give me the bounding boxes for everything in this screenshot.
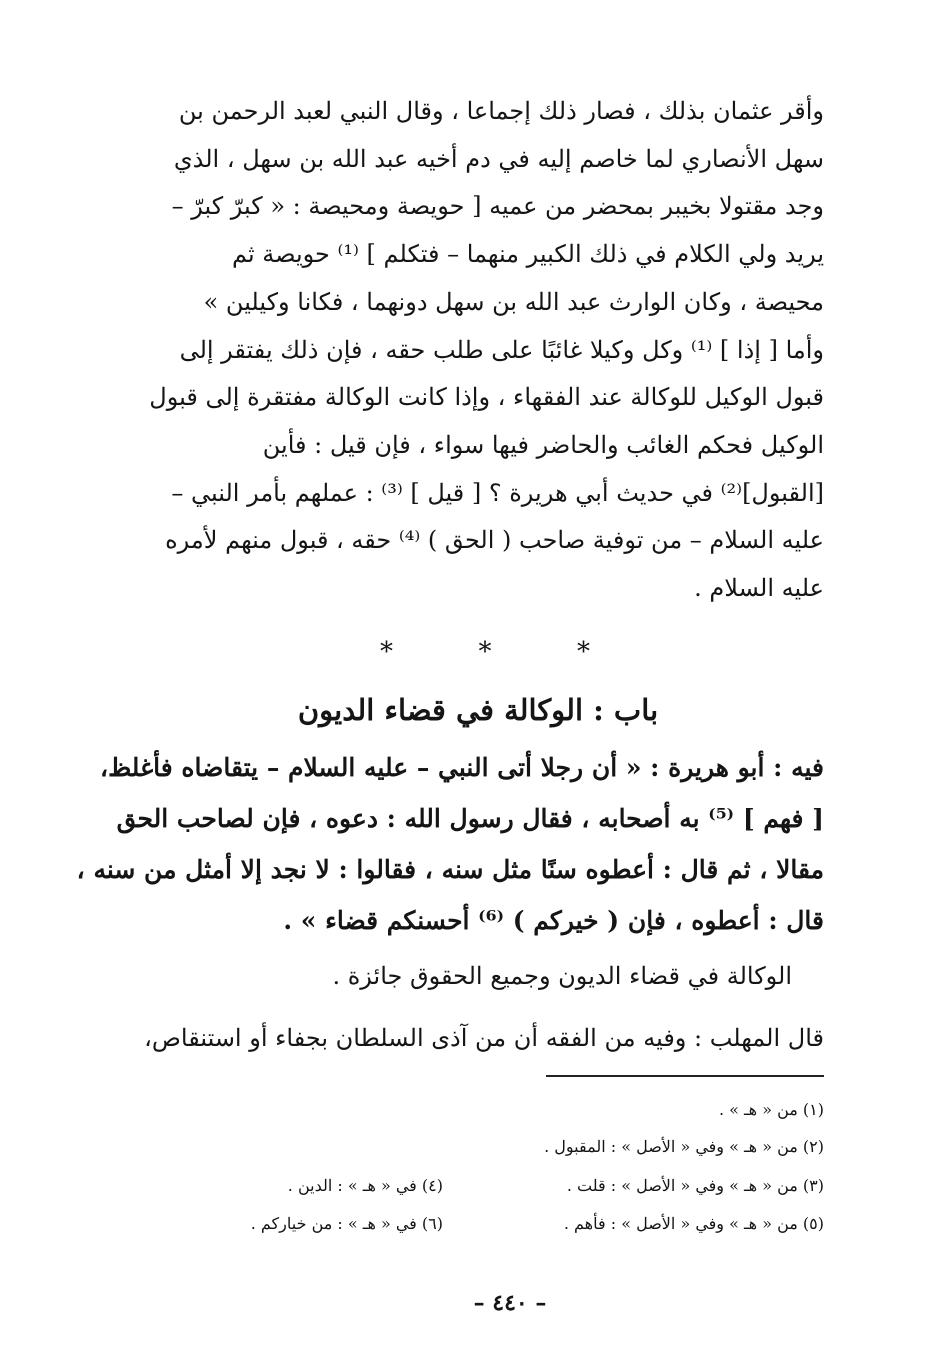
asterisk-icon: * bbox=[380, 637, 393, 667]
text-line: قبول الوكيل للوكالة عند الفقهاء ، وإذا كانت الوكالة مفتقرة إلى قبول bbox=[149, 383, 824, 412]
body-paragraph-1 bbox=[132, 88, 824, 613]
footnote-3: (٣) من « هـ » وفي « الأصل » : قلت . bbox=[566, 1176, 824, 1195]
text-line: عليه السلام . bbox=[694, 574, 824, 603]
footnote-1: (١) من « هـ » . bbox=[718, 1100, 824, 1119]
text-line: الوكيل فحكم الغائب والحاضر فيها سواء ، فإن قيل : فأين bbox=[262, 430, 824, 459]
footnote-5: (٥) من « هـ » وفي « الأصل » : فأهم . bbox=[563, 1214, 824, 1233]
text-line: قال المهلب : وفيه من الفقه أن من آذى السلطان بجفاء أو استنقاص، bbox=[144, 1024, 824, 1052]
body-paragraph-3 bbox=[140, 952, 792, 1000]
text-line: وجد مقتولا بخيبر بمحضر من عميه [ حويصة ومحيصة : « كبرّ كبرّ – bbox=[171, 192, 824, 221]
footnote-divider bbox=[546, 1075, 824, 1077]
text-line: مقالا ، ثم قال : أعطوه سنًا مثل سنه ، فقالوا : لا نجد إلا أمثل من سنه ، bbox=[76, 855, 824, 884]
text-line: يريد ولي الكلام في ذلك الكبير منهما – فتكلم ] ⁽¹⁾ حويصة ثم bbox=[232, 240, 824, 269]
asterisk-icon: * bbox=[577, 637, 590, 667]
footnote-2: (٢) من « هـ » وفي « الأصل » : المقبول . bbox=[544, 1137, 824, 1156]
page-number: – ٤٤٠ – bbox=[473, 1290, 547, 1316]
body-paragraph-4 bbox=[130, 1014, 824, 1062]
text-line: فيه : أبو هريرة : « أن رجلا أتى النبي – عليه السلام – يتقاضاه فأغلظ، bbox=[100, 753, 824, 782]
text-line: وأقر عثمان بذلك ، فصار ذلك إجماعا ، وقال النبي لعبد الرحمن بن bbox=[178, 97, 824, 125]
text-line: محيصة ، وكان الوارث عبد الله بن سهل دونهما ، فكانا وكيلين » bbox=[203, 287, 824, 316]
footnote-6: (٦) في « هـ » : من خياركم . bbox=[250, 1214, 443, 1233]
text-line: [ فهم ] ⁽⁵⁾ به أصحابه ، فقال رسول الله : دعوه ، فإن لصاحب الحق bbox=[116, 804, 824, 833]
text-line: قال : أعطوه ، فإن ( خيركم ) ⁽⁶⁾ أحسنكم قضاء » . bbox=[283, 906, 824, 935]
text-line: [القبول]⁽²⁾ في حديث أبي هريرة ؟ [ قيل ] ⁽³⁾ : عملهم بأمر النبي – bbox=[171, 478, 824, 507]
text-line: الوكالة في قضاء الديون وجميع الحقوق جائزة . bbox=[332, 962, 792, 990]
footnote-4: (٤) في « هـ » : الدين . bbox=[287, 1176, 443, 1195]
text-line: عليه السلام – من توفية صاحب ( الحق ) ⁽⁴⁾ حقه ، قبول منهم لأمره bbox=[165, 526, 824, 555]
hadith-paragraph bbox=[76, 742, 824, 946]
text-line: وأما [ إذا ] ⁽¹⁾ وكل وكيلا غائبًا على طلب حقه ، فإن ذلك يفتقر إلى bbox=[179, 335, 824, 364]
asterisk-icon: * bbox=[478, 637, 492, 667]
text-line: سهل الأنصاري لما خاصم إليه في دم أخيه عبد الله بن سهل ، الذي bbox=[173, 144, 824, 173]
chapter-heading: باب : الوكالة في قضاء الديون bbox=[297, 693, 659, 727]
section-separator bbox=[380, 632, 590, 672]
